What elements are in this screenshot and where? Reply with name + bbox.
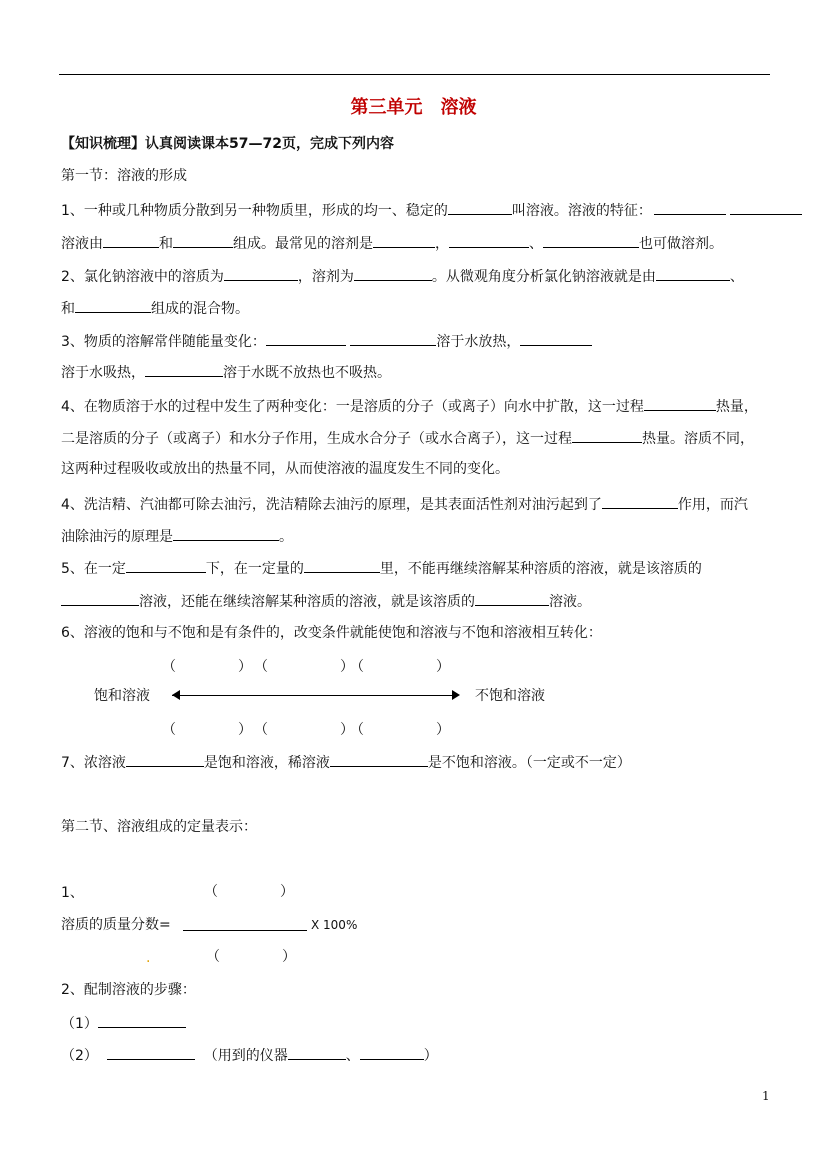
blank-field[interactable] [572, 428, 642, 443]
blank-field[interactable] [330, 752, 428, 767]
blank-field[interactable] [61, 591, 139, 606]
section-heading: 【知识梳理】认真阅读课本57—72页，完成下列内容 [61, 136, 394, 152]
q4-line1: 4、在物质溶于水的过程中发生了两种变化：一是溶质的分子（或离子）向水中扩散，这一过程 热量， [61, 396, 758, 416]
q5-line2: 溶液，还能在继续溶解某种溶质的溶液，就是该溶质的 溶液。 [61, 591, 591, 611]
paren-close: ） [436, 659, 450, 675]
section2-title: 第二节、溶液组成的定量表示： [61, 819, 257, 835]
times-100-percent: X 100% [311, 918, 358, 932]
steps-title: 2、配制溶液的步骤： [61, 982, 196, 998]
paren-open: （ [350, 659, 364, 675]
paren-open: （ [162, 722, 176, 738]
blank-field[interactable] [475, 591, 549, 606]
blank-field[interactable] [173, 526, 279, 541]
blank-field[interactable] [304, 558, 380, 573]
blank-field[interactable] [354, 266, 432, 281]
paren-close: ） [238, 722, 252, 738]
blank-field[interactable] [602, 494, 678, 509]
paren-open: （ [350, 722, 364, 738]
paren-open: （ [162, 659, 176, 675]
blank-field[interactable] [126, 752, 204, 767]
blank-field[interactable] [520, 331, 592, 346]
blank-field[interactable] [654, 200, 726, 215]
unsaturated-label: 不饱和溶液 [475, 688, 545, 704]
blank-field[interactable] [145, 362, 223, 377]
paren-open: （ [254, 659, 268, 675]
blank-field[interactable] [360, 1045, 424, 1060]
q2-line2: 和 组成的混合物。 [61, 298, 249, 318]
blank-field[interactable] [449, 233, 529, 248]
blank-field[interactable] [98, 1013, 186, 1028]
blank-field[interactable] [126, 558, 206, 573]
blank-field[interactable] [656, 266, 730, 281]
q5-line1: 5、在一定 下，在一定量的 里，不能再继续溶解某种溶质的溶液，就是该溶质的 [61, 558, 702, 578]
q4b-line1: 4、洗洁精、汽油都可除去油污，洗洁精除去油污的原理，是其表面活性剂对油污起到了 作用，而汽 [61, 494, 748, 514]
paren-open: （ [204, 884, 218, 900]
blank-field[interactable] [173, 233, 233, 248]
q2-line1: 2、氯化钠溶液中的溶质为 ，溶剂为 。从微观角度分析氯化钠溶液就是由 、 [61, 266, 744, 286]
page-number: 1 [762, 1089, 770, 1103]
unit-title: 第三单元 溶液 [350, 97, 477, 118]
q1-line2: 溶液由 和 组成。最常见的溶剂是 ， 、 也可做溶剂。 [61, 233, 723, 253]
arrow-right-icon [452, 690, 460, 700]
blank-field[interactable] [730, 200, 802, 215]
paren-close: ） [280, 884, 294, 900]
q3-line2: 溶于水吸热， 溶于水既不放热也不吸热。 [61, 362, 391, 382]
blank-field[interactable] [224, 266, 298, 281]
stray-dot: . [146, 950, 151, 966]
step-1: （1） [61, 1013, 186, 1033]
saturated-label: 饱和溶液 [94, 688, 150, 704]
paren-close: ） [238, 659, 252, 675]
mass-fraction-label: 溶质的质量分数= [61, 917, 171, 933]
arrow-left-icon [172, 690, 180, 700]
blank-field[interactable] [266, 331, 346, 346]
step-2: （2） （用到的仪器 、 ） [61, 1045, 438, 1065]
blank-field[interactable] [448, 200, 512, 215]
formula-number: 1、 [61, 885, 84, 901]
paren-open: （ [254, 722, 268, 738]
paren-close: ） [436, 722, 450, 738]
paren-open: （ [206, 949, 220, 965]
header-rule [59, 74, 770, 75]
q1-line1: 1、一种或几种物质分散到另一种物质里，形成的均一、稳定的 叫溶液。溶液的特征： [61, 200, 802, 220]
section1-title: 第一节：溶液的形成 [61, 168, 187, 184]
q3-line1: 3、物质的溶解常伴随能量变化： 溶于水放热， [61, 331, 592, 351]
paren-close: ） [340, 722, 354, 738]
q4-line3: 这两种过程吸收或放出的热量不同，从而使溶液的温度发生不同的变化。 [61, 461, 509, 477]
conversion-arrow [172, 695, 458, 696]
blank-field[interactable] [103, 233, 159, 248]
blank-field[interactable] [373, 233, 435, 248]
q6-text: 6、溶液的饱和与不饱和是有条件的，改变条件就能使饱和溶液与不饱和溶液相互转化： [61, 625, 602, 641]
paren-close: ） [282, 949, 296, 965]
blank-field[interactable] [288, 1045, 346, 1060]
blank-field[interactable] [543, 233, 639, 248]
fraction-line [183, 930, 307, 931]
q4b-line2: 油除油污的原理是 。 [61, 526, 293, 546]
q4-line2: 二是溶质的分子（或离子）和水分子作用，生成水合分子（或水合离子），这一过程 热量。溶质不同， [61, 428, 754, 448]
blank-field[interactable] [644, 396, 716, 411]
blank-field[interactable] [107, 1045, 195, 1060]
q7-line: 7、浓溶液 是饱和溶液，稀溶液 是不饱和溶液。（一定或不一定） [61, 752, 631, 772]
blank-field[interactable] [350, 331, 436, 346]
paren-close: ） [340, 659, 354, 675]
blank-field[interactable] [75, 298, 151, 313]
